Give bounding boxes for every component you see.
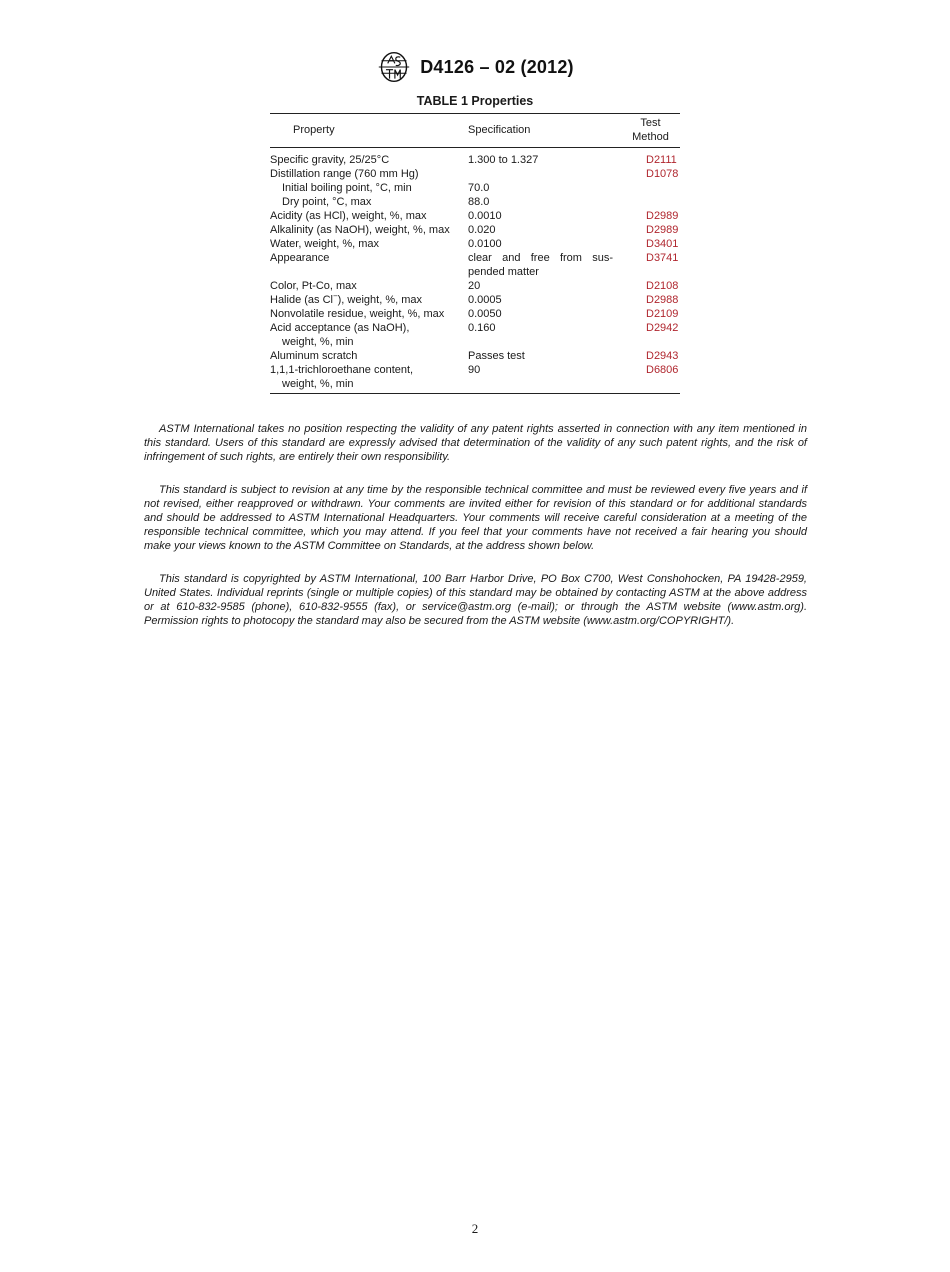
cell-specification: 20 — [468, 280, 481, 292]
table-row — [270, 251, 680, 279]
column-header-specification: Specification — [468, 124, 531, 136]
revision-notice: This standard is subject to revision at any time by the responsible technical committee and must be reviewed every five years and if not revised, either reapproved or withdrawn. Your comments are invited either for revision of this standard or for additional standards and should be addressed to ASTM International Headquarters. Your comments will receive careful consideration at a meeting of the responsible technical committee, which you may attend. If you feel that your comments have not received a fair hearing you should make your views known to the ASTM Committee on Standards, at the address shown below. — [144, 484, 807, 552]
table-row — [270, 237, 680, 251]
copyright-notice: This standard is copyrighted by ASTM International, 100 Barr Harbor Drive, PO Box C700, West Conshohocken, PA 19428-2959, United States. Individual reprints (single or multiple copies) of this standard may be obtained by contacting ASTM at the above address or at 610-832-9585 (phone), 610-832-9555 (fax), or service@astm.org (e-mail); or through the ASTM website (www.astm.org). Permission rights to photocopy the standard may also be secured from the ASTM website (www.astm.org/COPYRIGHT/). — [144, 573, 807, 627]
cell-specification: 90 — [468, 364, 481, 376]
cell-property: Distillation range (760 mm Hg) — [270, 168, 419, 180]
cell-specification: 0.020 — [468, 224, 496, 236]
table-row — [270, 209, 680, 223]
document-designation: D4126 – 02 (2012) — [420, 56, 574, 77]
table-row — [270, 321, 680, 349]
column-header-test-method: Test Method — [632, 117, 669, 143]
cell-property: Specific gravity, 25/25°C — [270, 154, 390, 166]
cell-property: Dry point, °C, max — [282, 196, 372, 208]
page-number: 2 — [471, 1221, 479, 1236]
astm-logo-icon — [376, 50, 412, 84]
cell-property: Alkalinity (as NaOH), weight, %, max — [270, 224, 450, 236]
cell-specification: 0.0010 — [468, 210, 502, 222]
cell-property: Color, Pt-Co, max — [270, 280, 357, 292]
test-method-link[interactable]: D2109 — [646, 308, 679, 320]
table-row — [270, 279, 680, 293]
table-header-row — [270, 114, 680, 148]
properties-table — [270, 113, 680, 394]
cell-property: Initial boiling point, °C, min — [282, 182, 412, 194]
cell-specification — [468, 167, 621, 181]
cell-specification: clear and free from sus-pended matter — [468, 252, 613, 278]
test-method-link[interactable]: D2988 — [646, 294, 679, 306]
cell-property: Appearance — [270, 252, 330, 264]
cell-specification: 70.0 — [468, 182, 490, 194]
test-method-link[interactable]: D2989 — [646, 210, 679, 222]
cell-property: Halide (as Cl−), weight, %, max — [270, 291, 422, 306]
table-row — [270, 363, 680, 394]
cell-specification: Passes test — [468, 350, 525, 362]
cell-property: Nonvolatile residue, weight, %, max — [270, 308, 445, 320]
cell-property: Aluminum scratch — [270, 350, 358, 362]
cell-specification: 88.0 — [468, 196, 490, 208]
cell-property: 1,1,1-trichloroethane content, weight, %, min — [270, 364, 414, 390]
cell-specification: 0.160 — [468, 322, 496, 334]
table-title: TABLE 1 Properties — [416, 94, 534, 108]
test-method-link[interactable]: D3401 — [646, 238, 679, 250]
cell-property: Acid acceptance (as NaOH), weight, %, min — [270, 322, 410, 348]
cell-specification: 1.300 to 1.327 — [468, 154, 539, 166]
test-method-cell — [621, 195, 680, 209]
table-row — [270, 293, 680, 307]
table-row — [270, 223, 680, 237]
test-method-link[interactable]: D2942 — [646, 322, 679, 334]
cell-specification: 0.0050 — [468, 308, 502, 320]
table-row — [270, 195, 680, 209]
test-method-link[interactable]: D2989 — [646, 224, 679, 236]
table-row — [270, 167, 680, 181]
patent-notice: ASTM International takes no position respecting the validity of any patent rights asserted in connection with any item mentioned in this standard. Users of this standard are expressly advised that determination of the validity of any such patent rights, and the risk of infringement of such rights, are entirely their own responsibility. — [144, 423, 807, 463]
test-method-link[interactable]: D2108 — [646, 280, 679, 292]
table-row — [270, 181, 680, 195]
table-row — [270, 307, 680, 321]
table-row — [270, 148, 680, 168]
test-method-link[interactable]: D2943 — [646, 350, 679, 362]
table-row — [270, 349, 680, 363]
test-method-link[interactable]: D3741 — [646, 252, 679, 264]
column-header-property: Property — [293, 124, 335, 136]
cell-property: Water, weight, %, max — [270, 238, 380, 250]
cell-property: Acidity (as HCl), weight, %, max — [270, 210, 427, 222]
cell-specification: 0.0005 — [468, 294, 502, 306]
cell-specification: 0.0100 — [468, 238, 502, 250]
test-method-link[interactable]: D2111 — [646, 154, 677, 166]
document-header — [0, 50, 950, 84]
test-method-cell — [621, 181, 680, 195]
test-method-link[interactable]: D6806 — [646, 364, 679, 376]
test-method-link[interactable]: D1078 — [646, 168, 679, 180]
